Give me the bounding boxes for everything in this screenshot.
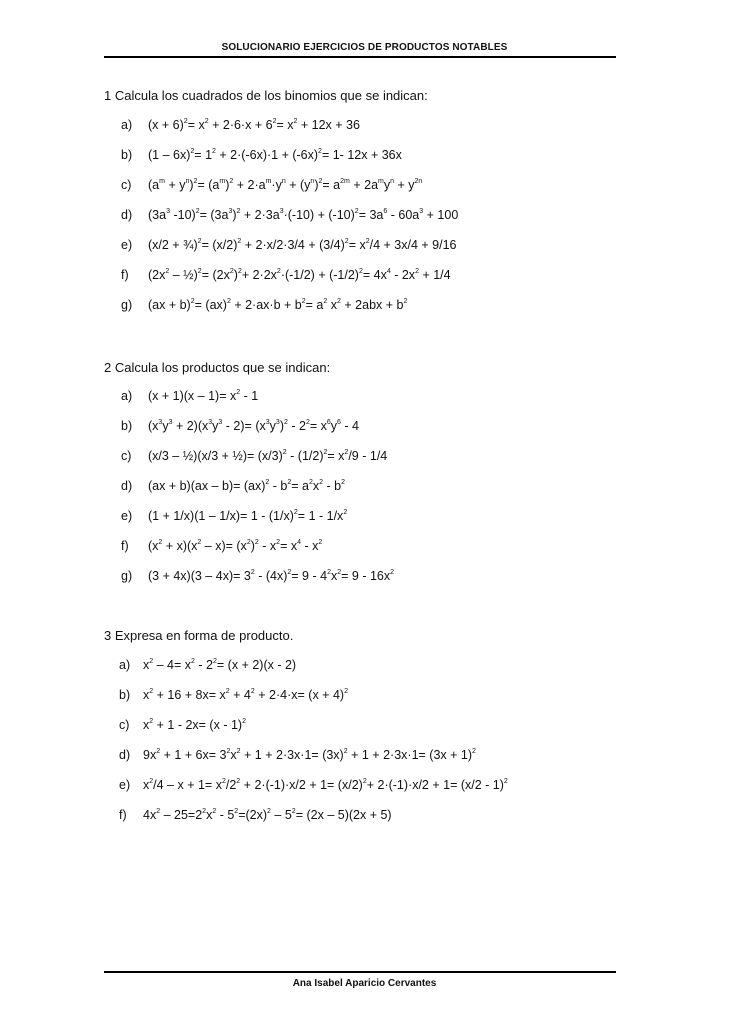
item-letter: e) (121, 509, 133, 523)
item-expression: $(1 - 6x)^2= 1^2 + 2\cdot(-6x)\cdot 1 + (-6x)^2= 1-$ 12x + 36x (148, 148, 402, 162)
item-expression: $x^2/4 - x + 1= x^2/2^2 + 2\cdot(-1)\cdot x/2 + 1= (x/2)^2+ 2\cdot(-1)\cdot x/2 + 1= (x/2 - 1)^2$ (143, 778, 508, 792)
item-letter: d) (121, 479, 133, 493)
section-1-title: 1 Calcula los cuadrados de los binomios que se indican: (104, 88, 428, 103)
footer-author: Ana Isabel Aparicio Cervantes (292, 978, 437, 989)
item-expression: $(x^2 + x)(x^2 - x)= (x^2)^2 - x^2= x^4 - x^2$ (148, 539, 323, 553)
item-expression: ($2x^2$ – ½)$^2$= $(2x^2)^2+ 2\cdot 2x^2\cdot(-1/2) + (-1/2)^2= 4x^4 - 2x^2 + 1/4$ (148, 268, 451, 282)
item-letter: c) (121, 449, 132, 463)
item-expression: $(x + 6)^2= x^2 + 2\cdot 6\cdot x + 6^2= x^2 + 12x + 36$ (148, 118, 360, 132)
item-letter: e) (121, 238, 133, 252)
item-expression: $x^2 + 16 + 8x= x^2 + 4^2 + 2\cdot 4\cdot x= (x + 4)^2$ (143, 688, 348, 702)
section-3-title: 3 Expresa en forma de producto. (104, 628, 294, 643)
item-letter: e) (119, 778, 131, 792)
item-letter: c) (119, 718, 130, 732)
item-expression: $(a^m + y^n)^2= (a^m)^2 + 2\cdot a^m\cdot y^n + (y^n)^2= a^{2m} + 2a^my^n + y^{2n}$ (148, 178, 423, 192)
item-letter: c) (121, 178, 132, 192)
item-expression: $x^2 + 1 - 2x= (x - 1)^2$ (143, 718, 246, 732)
item-letter: d) (119, 748, 131, 762)
item-letter: b) (121, 419, 133, 433)
item-expression: (x/3 – ½)(x/3 + ½)= $(x/3)^2 - (1/2)^2= x^2/9 - 1/4$ (148, 449, 388, 463)
item-expression: $(x^3y^3 + 2)(x^3y^3 - 2)= (x^3y^3)^2 - 2^2= x^6y^6 - 4$ (148, 419, 360, 433)
item-expression: $(ax + b)^2= (ax)^2 + 2\cdot ax\cdot b + b^2= a^2$ $x^2 + 2abx + b^2$ (148, 298, 408, 312)
item-letter: f) (121, 539, 129, 553)
item-expression: ($3a^3$ $-10)^2= (3a^3)^2 + 2\cdot 3a^3\cdot(-10) + (-10)^2= 3a^6 - 60a^3 + 100$ (148, 208, 459, 222)
header-rule (104, 56, 616, 58)
item-letter: a) (121, 389, 133, 403)
item-letter: a) (119, 658, 131, 672)
item-letter: f) (119, 808, 127, 822)
item-letter: d) (121, 208, 133, 222)
item-expression: $(ax + b)(ax - b)= (ax)^2 - b^2= a^2x^2 - b^2$ (148, 479, 346, 493)
section-2-title: 2 Calcula los productos que se indican: (104, 360, 331, 375)
item-expression: $4x^2 - 25=2^2x^2 - 5^2=(2x)^2 - 5^2= (2x - 5)(2x + 5)$ (143, 808, 392, 822)
footer-rule (104, 971, 616, 973)
page-header-title: SOLUCIONARIO EJERCICIOS DE PRODUCTOS NOTABLES (221, 42, 508, 53)
item-letter: b) (119, 688, 131, 702)
item-expression: $(x + 1)(x - 1)= x^2 - 1$ (148, 389, 259, 403)
item-letter: g) (121, 298, 133, 312)
item-expression: (x/2 + ¾)$^2$= $(x/2)^2 + 2\cdot x/2\cdot 3/4 + (3/4)^2= x^2/4 + 3x/4 + 9/16$ (148, 238, 457, 252)
item-expression: $(3 + 4x)(3 - 4x)= 3^2 - (4x)^2= 9 - 4^2x^2= 9 - 16x^2$ (148, 569, 395, 583)
item-letter: b) (121, 148, 133, 162)
item-expression: $x^2 - 4= x^2 - 2^2= (x + 2)(x - 2)$ (143, 658, 297, 672)
item-letter: a) (121, 118, 133, 132)
item-letter: g) (121, 569, 133, 583)
item-expression: $(1 + 1/x)(1 - 1/x)= 1 - (1/x)^2= 1 - 1/x^2$ (148, 509, 348, 523)
item-expression: $9x^2 + 1 + 6x= 3^2x^2 + 1 + 2\cdot 3x\cdot 1= (3x)^2 + 1 + 2\cdot 3x\cdot 1= (3x + 1)^2$ (143, 748, 476, 762)
item-letter: f) (121, 268, 129, 282)
